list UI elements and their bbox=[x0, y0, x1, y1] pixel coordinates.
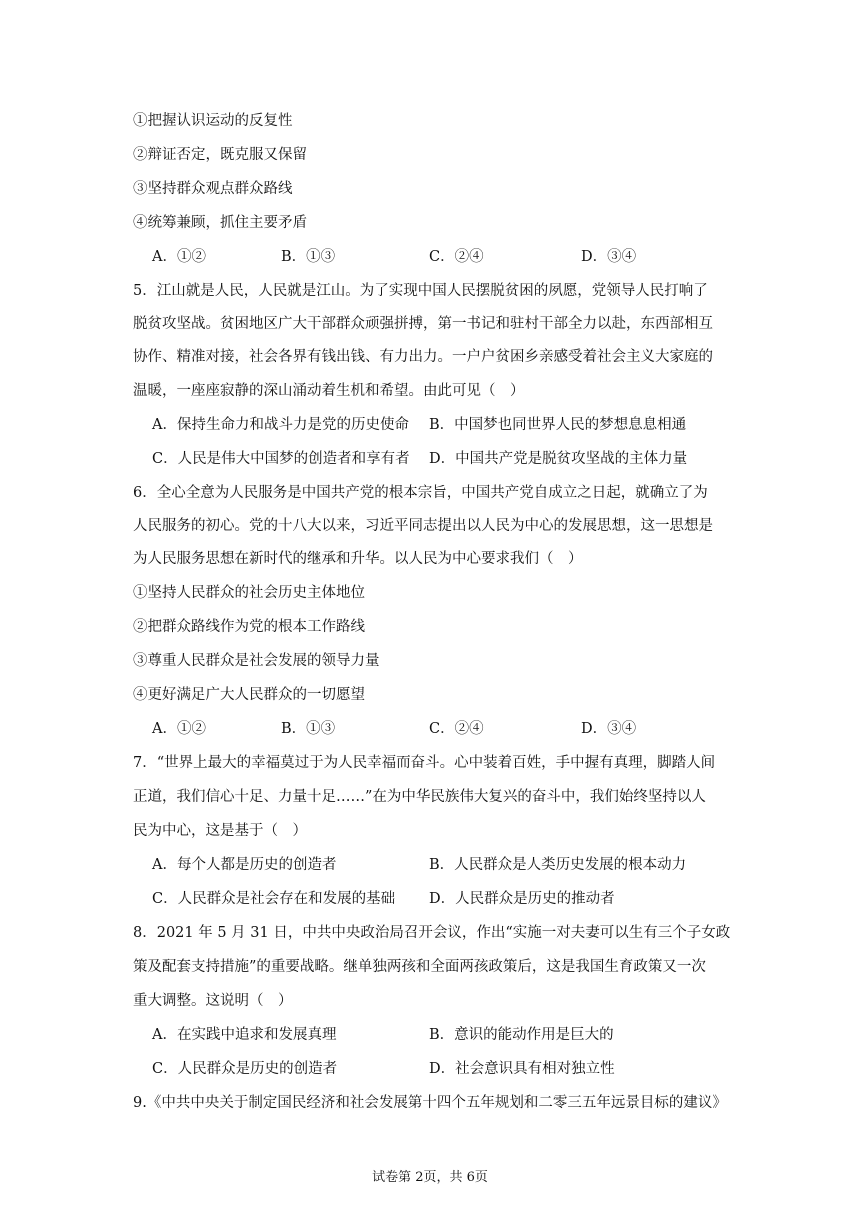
q6-option-a: A．①② bbox=[152, 721, 206, 737]
q4-option-c: C．②④ bbox=[429, 249, 484, 265]
q5-stem-line: 温暖，一座座寂静的深山涌动着生机和希望。由此可见（ ） bbox=[133, 383, 525, 399]
q5-stem-line: 脱贫攻坚战。贫困地区广大干部群众顽强拼搏，第一书记和驻村干部全力以赴，东西部相互 bbox=[133, 316, 713, 332]
q8-option-a: A．在实践中追求和发展真理 bbox=[152, 1027, 337, 1043]
q5-option-d: D．中国共产党是脱贫攻坚战的主体力量 bbox=[429, 451, 688, 467]
q6-item-1: ①坚持人民群众的社会历史主体地位 bbox=[133, 585, 365, 601]
q7-stem-line: 正道，我们信心十足、力量十足……”在为中华民族伟大复兴的奋斗中，我们始终坚持以人 bbox=[133, 789, 706, 805]
q6-item-2: ②把群众路线作为党的根本工作路线 bbox=[133, 619, 365, 635]
q6-option-d: D．③④ bbox=[581, 721, 637, 737]
q5-stem-line: 协作、精准对接，社会各界有钱出钱、有力出力。一户户贫困乡亲感受着社会主义大家庭的 bbox=[133, 349, 713, 365]
q7-option-d: D．人民群众是历史的推动者 bbox=[429, 891, 615, 907]
q6-stem-line: 6．全心全意为人民服务是中国共产党的根本宗旨，中国共产党自成立之日起，就确立了为 bbox=[133, 485, 708, 501]
q4-item-2: ②辩证否定，既克服又保留 bbox=[133, 147, 307, 163]
q5-option-b: B．中国梦也同世界人民的梦想息息相通 bbox=[429, 417, 687, 433]
q7-stem-line: 7．“世界上最大的幸福莫过于为人民幸福而奋斗。心中装着百姓，手中握有真理，脚踏人间 bbox=[133, 755, 716, 771]
q5-stem-line: 5．江山就是人民，人民就是江山。为了实现中国人民摆脱贫困的夙愿，党领导人民打响了 bbox=[133, 283, 708, 299]
q4-item-3: ③坚持群众观点群众路线 bbox=[133, 181, 293, 197]
q7-option-a: A．每个人都是历史的创造者 bbox=[152, 857, 337, 873]
q4-option-d: D．③④ bbox=[581, 249, 637, 265]
q7-option-c: C．人民群众是社会存在和发展的基础 bbox=[152, 891, 396, 907]
q8-stem-line: 重大调整。这说明（ ） bbox=[133, 993, 293, 1009]
q8-option-d: D．社会意识具有相对独立性 bbox=[429, 1061, 615, 1077]
q7-stem-line: 民为中心，这是基于（ ） bbox=[133, 823, 307, 839]
q5-option-c: C．人民是伟大中国梦的创造者和享有者 bbox=[152, 451, 410, 467]
q8-stem-line: 策及配套支持措施”的重要战略。继单独两孩和全面两孩政策后，这是我国生育政策又一次 bbox=[133, 959, 706, 975]
q4-option-b: B．①③ bbox=[281, 249, 336, 265]
q9-stem-line: 9.《中共中央关于制定国民经济和社会发展第十四个五年规划和二零三五年远景目标的建议》 bbox=[133, 1095, 727, 1111]
q7-option-b: B．人民群众是人类历史发展的根本动力 bbox=[429, 857, 687, 873]
page-footer: 试卷第 2页，共 6页 bbox=[372, 1170, 488, 1185]
q6-option-b: B．①③ bbox=[281, 721, 336, 737]
q6-item-4: ④更好满足广大人民群众的一切愿望 bbox=[133, 687, 365, 703]
q6-item-3: ③尊重人民群众是社会发展的领导力量 bbox=[133, 653, 380, 669]
q4-option-a: A．①② bbox=[152, 249, 206, 265]
q6-stem-line: 人民服务的初心。党的十八大以来，习近平同志提出以人民为中心的发展思想，这一思想是 bbox=[133, 518, 713, 534]
q4-item-1: ①把握认识运动的反复性 bbox=[133, 113, 293, 129]
q5-option-a: A．保持生命力和战斗力是党的历史使命 bbox=[152, 417, 409, 433]
q8-option-c: C．人民群众是历史的创造者 bbox=[152, 1061, 338, 1077]
q8-option-b: B．意识的能动作用是巨大的 bbox=[429, 1027, 614, 1043]
q6-stem-line: 为人民服务思想在新时代的继承和升华。以人民为中心要求我们（ ） bbox=[133, 551, 583, 567]
q4-item-4: ④统筹兼顾，抓住主要矛盾 bbox=[133, 215, 307, 231]
q8-stem-line: 8．2021 年 5 月 31 日，中共中央政治局召开会议，作出“实施一对夫妻可以生有三个子女政 bbox=[133, 925, 731, 941]
q6-option-c: C．②④ bbox=[429, 721, 484, 737]
